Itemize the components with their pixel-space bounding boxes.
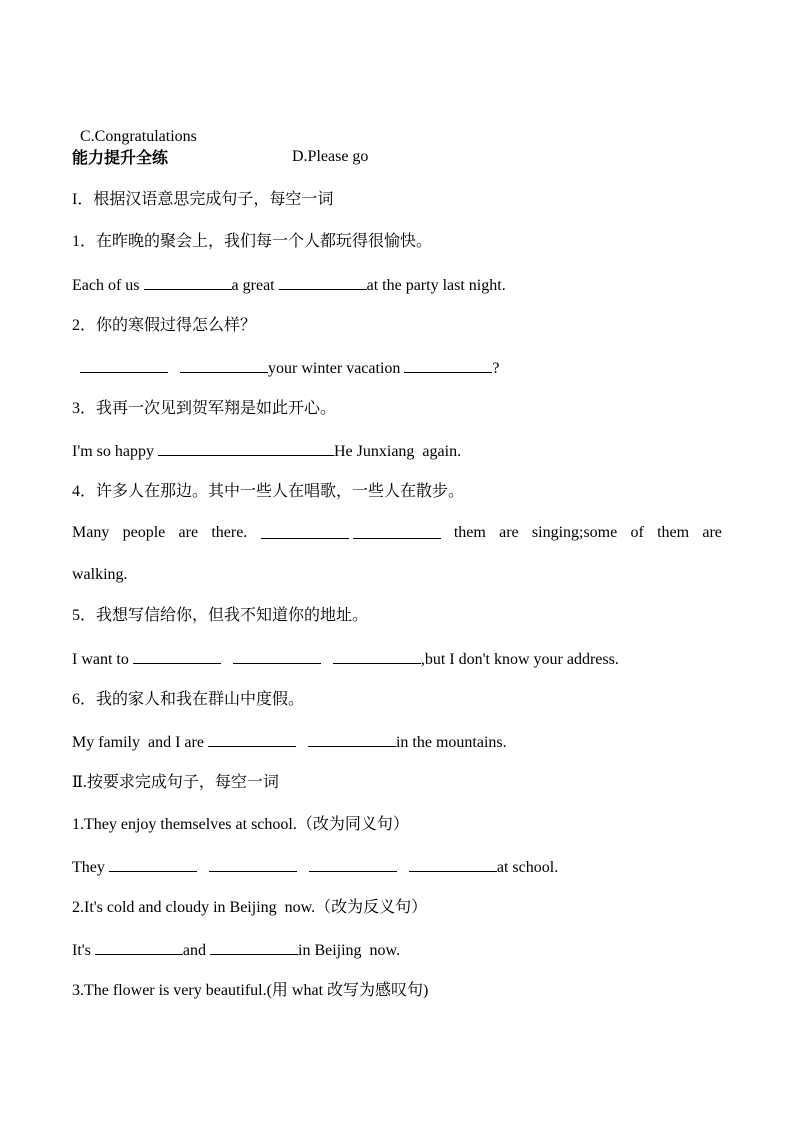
q6-english: My family and I are in the mountains. — [72, 731, 507, 753]
answer-blank[interactable] — [144, 274, 232, 290]
answer-blank[interactable] — [209, 856, 297, 872]
p2-q1-prompt: 1.They enjoy themselves at school.（改为同义句） — [72, 816, 409, 833]
answer-blank[interactable] — [353, 523, 441, 539]
answer-blank[interactable] — [333, 648, 421, 664]
q1-english: Each of us a great at the party last night. — [72, 274, 506, 296]
q5-chinese: 5．我想写信给你，但我不知道你的地址。 — [72, 607, 369, 624]
option-c: C.Congratulations — [80, 128, 197, 145]
answer-blank[interactable] — [80, 357, 168, 373]
answer-blank[interactable] — [208, 731, 296, 747]
answer-blank[interactable] — [133, 648, 221, 664]
part1-heading: I．根据汉语意思完成句子，每空一词 — [72, 191, 334, 208]
p2-q3-prompt: 3.The flower is very beautiful.(用 what 改写为感叹句) — [72, 982, 429, 999]
q4-english: Many people are there. them are singing;some of them are — [72, 524, 722, 541]
q3-english: I'm so happy He Junxiang again. — [72, 440, 461, 462]
answer-blank[interactable] — [210, 939, 298, 955]
q6-chinese: 6．我的家人和我在群山中度假。 — [72, 691, 305, 708]
q2-chinese: 2．你的寒假过得怎么样？ — [72, 317, 257, 334]
q4-chinese: 4．许多人在那边。其中一些人在唱歌，一些人在散步。 — [72, 483, 465, 500]
answer-blank[interactable] — [409, 856, 497, 872]
answer-blank[interactable] — [158, 440, 334, 456]
answer-blank[interactable] — [233, 648, 321, 664]
p2-q2-english: It's and in Beijing now. — [72, 939, 400, 961]
p2-q2-prompt: 2.It's cold and cloudy in Beijing now.（改为反义句） — [72, 899, 428, 916]
q4-english-cont: walking. — [72, 566, 128, 583]
answer-blank[interactable] — [279, 274, 367, 290]
answer-blank[interactable] — [309, 856, 397, 872]
part2-heading: Ⅱ.按要求完成句子，每空一词 — [72, 774, 279, 791]
section-title: 能力提升全练 — [72, 150, 169, 167]
p2-q1-english: They at school. — [72, 856, 558, 878]
answer-blank[interactable] — [261, 523, 349, 539]
answer-blank[interactable] — [95, 939, 183, 955]
option-d: D.Please go — [292, 148, 369, 165]
q5-english: I want to ,but I don't know your address. — [72, 648, 619, 670]
answer-blank[interactable] — [180, 357, 268, 373]
q1-chinese: 1．在昨晚的聚会上，我们每一个人都玩得很愉快。 — [72, 233, 433, 250]
answer-blank[interactable] — [109, 856, 197, 872]
answer-blank[interactable] — [308, 731, 396, 747]
answer-blank[interactable] — [404, 357, 492, 373]
q2-english: your winter vacation ? — [80, 357, 500, 379]
q3-chinese: 3．我再一次见到贺军翔是如此开心。 — [72, 400, 337, 417]
